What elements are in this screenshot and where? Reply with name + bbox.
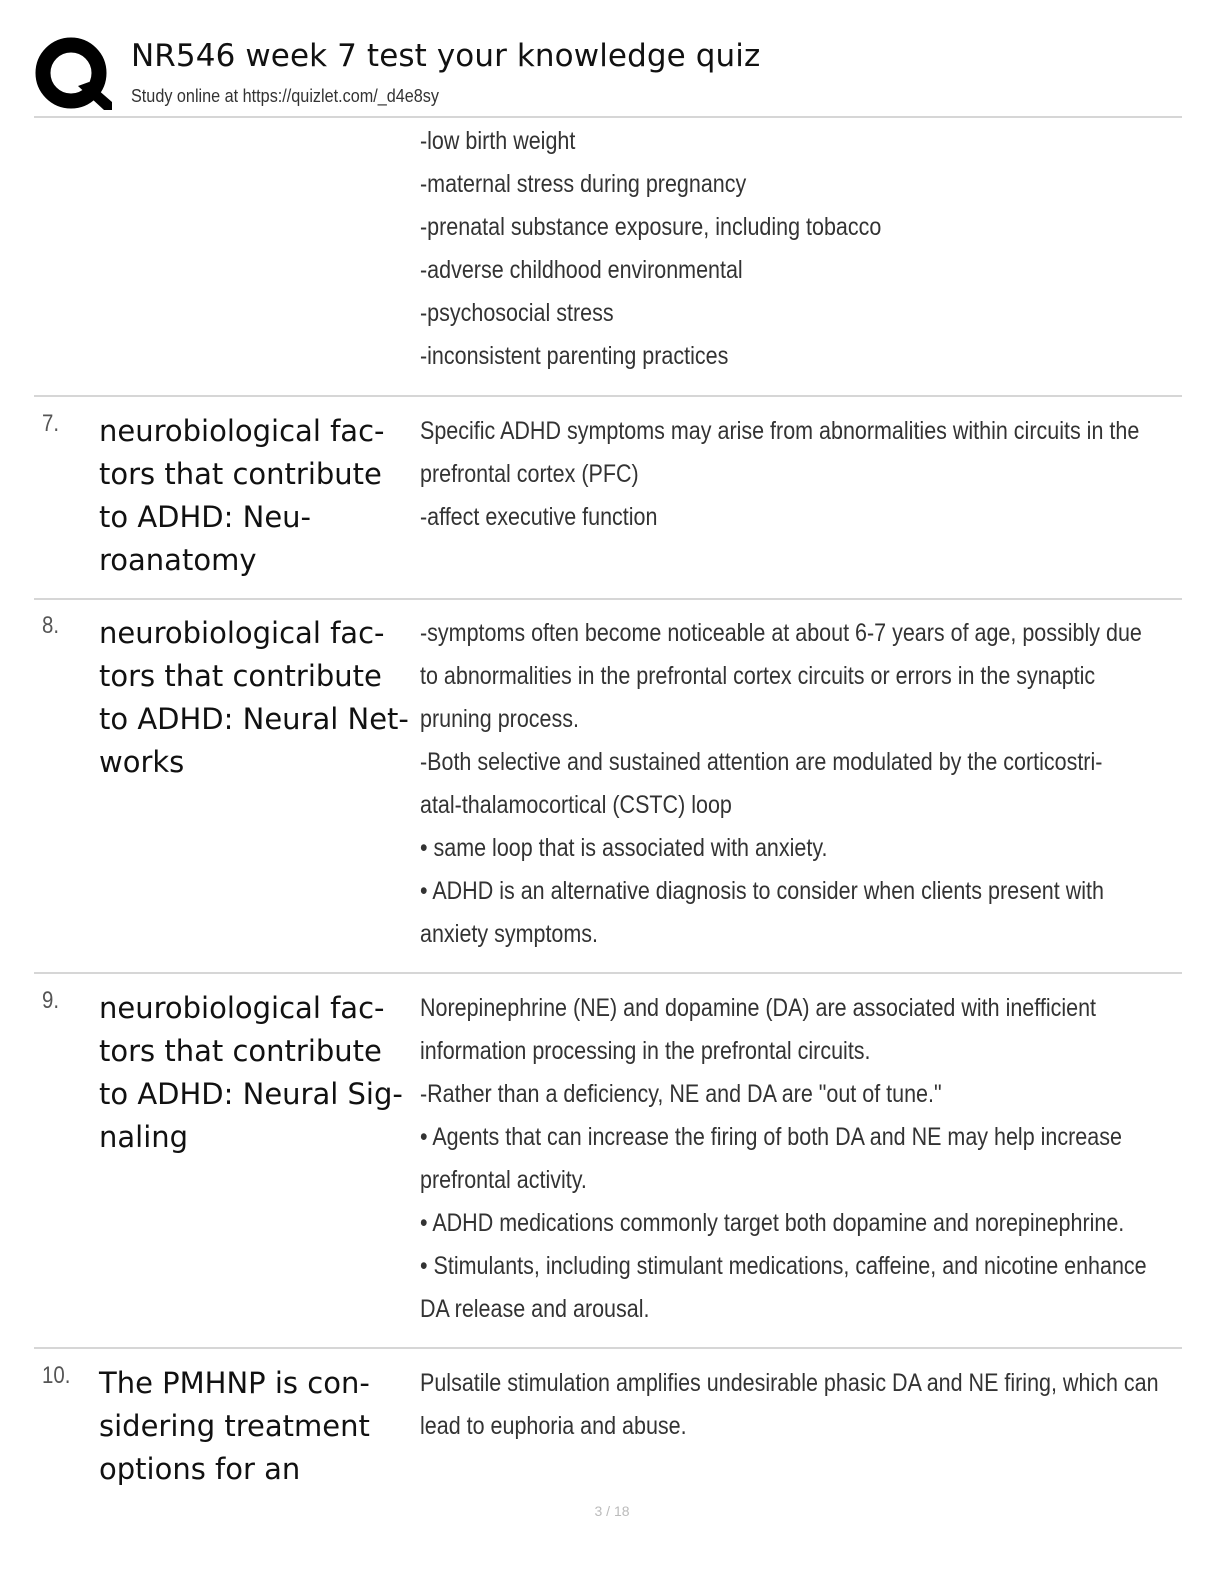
card-number: 7. — [42, 410, 60, 437]
term-line: neurobiological fac- — [99, 414, 385, 448]
definition-line: DA release and arousal. — [420, 1295, 650, 1323]
definition-line: -adverse childhood environmental — [420, 256, 743, 284]
definition-line: anxiety symptoms. — [420, 920, 599, 948]
page-header — [34, 30, 1182, 118]
card-definition — [420, 410, 1168, 539]
term-line: roanatomy — [99, 543, 257, 577]
card-definition — [420, 612, 1168, 956]
card-term — [99, 987, 424, 1159]
term-line: neurobiological fac- — [99, 616, 385, 650]
term-line: to ADHD: Neural Net- — [99, 702, 409, 736]
card-definition — [420, 1362, 1168, 1448]
definition-line: -Rather than a deficiency, NE and DA are "out of tune." — [420, 1080, 942, 1108]
definition-line: lead to euphoria and abuse. — [420, 1412, 687, 1440]
card-number: 8. — [42, 612, 60, 639]
definition-line: -psychosocial stress — [420, 299, 614, 327]
card-divider — [34, 395, 1182, 397]
definition-line: • ADHD medications commonly target both dopamine and norepinephrine. — [420, 1209, 1125, 1237]
term-line: tors that contribute — [99, 457, 382, 491]
card-term — [99, 410, 424, 582]
term-line: works — [99, 745, 185, 779]
definition-line: pruning process. — [420, 705, 579, 733]
card-definition — [420, 987, 1168, 1331]
card-divider — [34, 598, 1182, 600]
definition-line: • Agents that can increase the firing of both DA and NE may help increase — [420, 1123, 1122, 1151]
card-term — [99, 1362, 424, 1491]
definition-line: -Both selective and sustained attention are modulated by the corticostri- — [420, 748, 1103, 776]
definition-line: • Stimulants, including stimulant medications, caffeine, and nicotine enhance — [420, 1252, 1147, 1280]
definition-line: information processing in the prefrontal circuits. — [420, 1037, 871, 1065]
quizlet-logo-icon — [34, 36, 112, 114]
definition-line: -maternal stress during pregnancy — [420, 170, 747, 198]
definition-line: -inconsistent parenting practices — [420, 342, 729, 370]
definition-line: to abnormalities in the prefrontal cortex circuits or errors in the synaptic — [420, 662, 1096, 690]
definition-line: Specific ADHD symptoms may arise from abnormalities within circuits in the — [420, 417, 1140, 445]
definition-line: -symptoms often become noticeable at about 6-7 years of age, possibly due — [420, 619, 1142, 647]
card-number: 9. — [42, 987, 60, 1014]
definition-line: Norepinephrine (NE) and dopamine (DA) are associated with inefficient — [420, 994, 1097, 1022]
header-divider — [34, 116, 1182, 118]
definition-line: prefrontal activity. — [420, 1166, 587, 1194]
study-online-link[interactable]: Study online at https://quizlet.com/_d4e8sy — [131, 86, 439, 106]
term-line: The PMHNP is con- — [99, 1366, 370, 1400]
definition-line: prefrontal cortex (PFC) — [420, 460, 639, 488]
page-number: 3 / 18 — [594, 1503, 630, 1519]
definition-line: -low birth weight — [420, 127, 576, 155]
definition-line: -prenatal substance exposure, including tobacco — [420, 213, 882, 241]
card-term — [99, 612, 424, 784]
definition-line: Pulsatile stimulation amplifies undesirable phasic DA and NE firing, which can — [420, 1369, 1159, 1397]
term-line: to ADHD: Neural Sig- — [99, 1077, 403, 1111]
definition-line: -affect executive function — [420, 503, 658, 531]
term-line: sidering treatment — [99, 1409, 370, 1443]
term-line: neurobiological fac- — [99, 991, 385, 1025]
card-number: 10. — [42, 1362, 71, 1389]
term-line: options for an — [99, 1452, 301, 1486]
card-divider — [34, 1347, 1182, 1349]
term-line: naling — [99, 1120, 189, 1154]
definition-line: • same loop that is associated with anxiety. — [420, 834, 828, 862]
card-definition — [420, 120, 1168, 378]
document-title: NR546 week 7 test your knowledge quiz — [131, 38, 761, 74]
term-line: to ADHD: Neu- — [99, 500, 312, 534]
definition-line: atal-thalamocortical (CSTC) loop — [420, 791, 732, 819]
card-divider — [34, 972, 1182, 974]
definition-line: • ADHD is an alternative diagnosis to consider when clients present with — [420, 877, 1104, 905]
term-line: tors that contribute — [99, 659, 382, 693]
term-line: tors that contribute — [99, 1034, 382, 1068]
